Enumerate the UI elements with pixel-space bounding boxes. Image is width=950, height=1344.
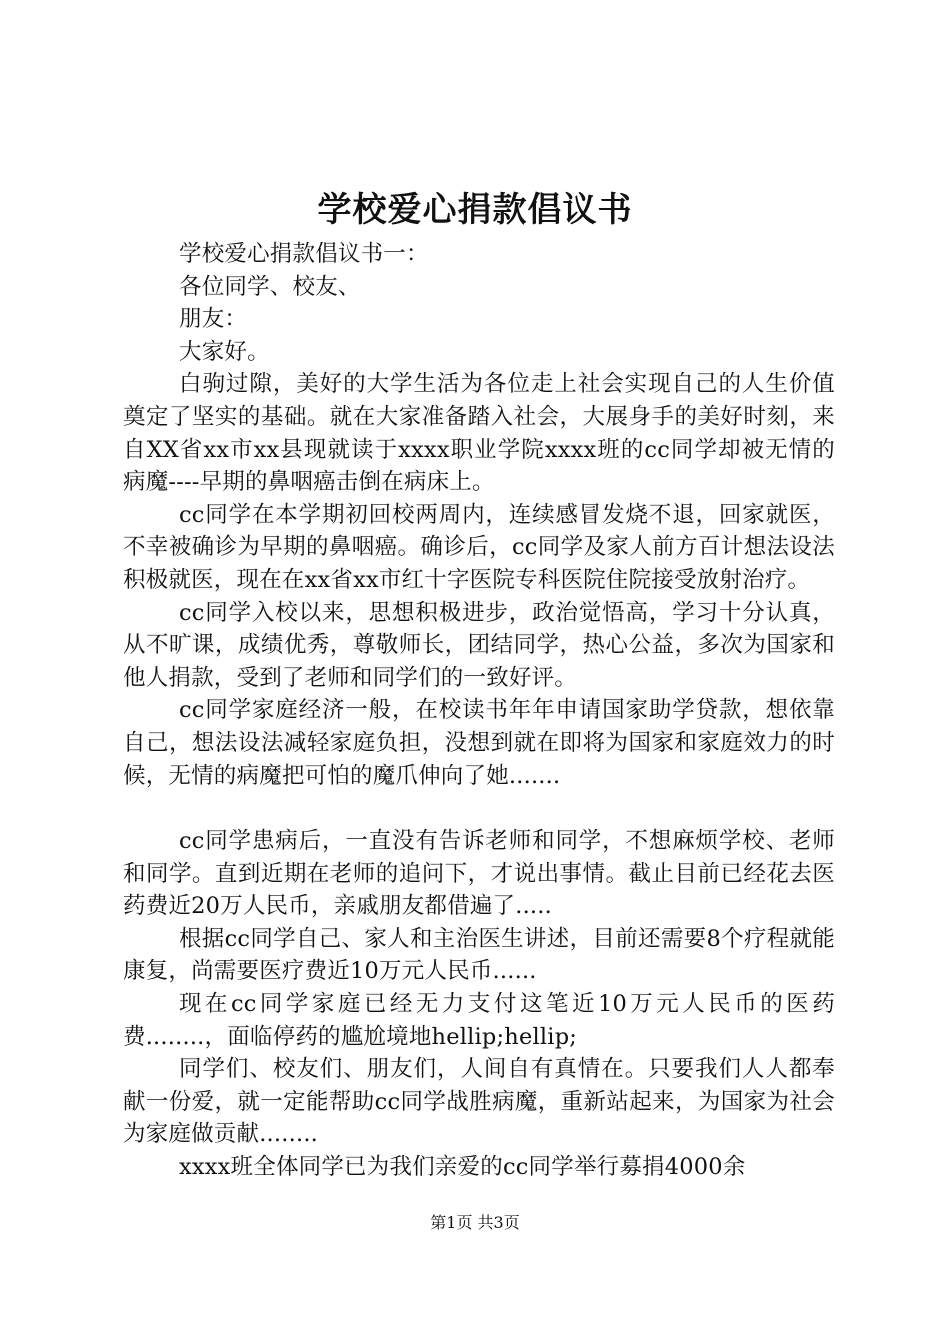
document-title: 学校爱心捐款倡议书 [317, 190, 633, 230]
paragraph: cc同学患病后，一直没有告诉老师和同学，不想麻烦学校、老师和同学。直到近期在老师的追问下，才说出事情。截止目前已经花去医药费近20万人民币，亲戚朋友都借遍了..... [123, 828, 835, 920]
salutation-line: 朋友： [179, 306, 248, 333]
paragraph: 白驹过隙，美好的大学生活为各位走上社会实现自己的人生价值奠定了坚实的基础。就在大家准备踏入社会，大展身手的美好时刻，来自XX省xx市xx县现就读于xxxx职业学院xxxx班的cc同学却被无情的病魔----早期的鼻咽癌击倒在病床上。 [123, 371, 835, 496]
salutation-line: 各位同学、校友、 [179, 273, 361, 300]
greeting-line: 大家好。 [179, 338, 270, 365]
paragraph: 同学们、校友们、朋友们，人间自有真情在。只要我们人人都奉献一份爱，就一定能帮助cc同学战胜病魔，重新站起来，为国家为社会为家庭做贡献........ [123, 1056, 835, 1148]
paragraph: cc同学在本学期初回校两周内，连续感冒发烧不退，回家就医，不幸被确诊为早期的鼻咽癌。确诊后，cc同学及家人前方百计想法设法积极就医，现在在xx省xx市红十字医院专科医院住院接受放射治疗。 [123, 501, 835, 593]
page-number-footer: 第1页 共3页 [430, 1213, 520, 1232]
blank-line [123, 792, 835, 825]
paragraph: cc同学入校以来，思想积极进步，政治觉悟高，学习十分认真，从不旷课，成绩优秀，尊敬师长，团结同学，热心公益，多次为国家和他人捐款，受到了老师和同学们的一致好评。 [123, 599, 835, 691]
paragraph: xxxx班全体同学已为我们亲爱的cc同学举行募捐4000余 [179, 1154, 746, 1181]
paragraph: cc同学家庭经济一般，在校读书年年申请国家助学贷款，想依靠自己，想法设法减轻家庭负担，没想到就在即将为国家和家庭效力的时候，无情的病魔把可怕的魔爪伸向了她....... [123, 697, 835, 789]
document-body [123, 238, 835, 1184]
subtitle-line: 学校爱心捐款倡议书一： [179, 241, 429, 267]
paragraph: 现在cc同学家庭已经无力支付这笔近10万元人民币的医药费........，面临停药的尴尬境地hellip;hellip; [123, 991, 835, 1050]
paragraph: 根据cc同学自己、家人和主治医生讲述，目前还需要8个疗程就能康复，尚需要医疗费近10万元人民币...... [123, 925, 835, 985]
